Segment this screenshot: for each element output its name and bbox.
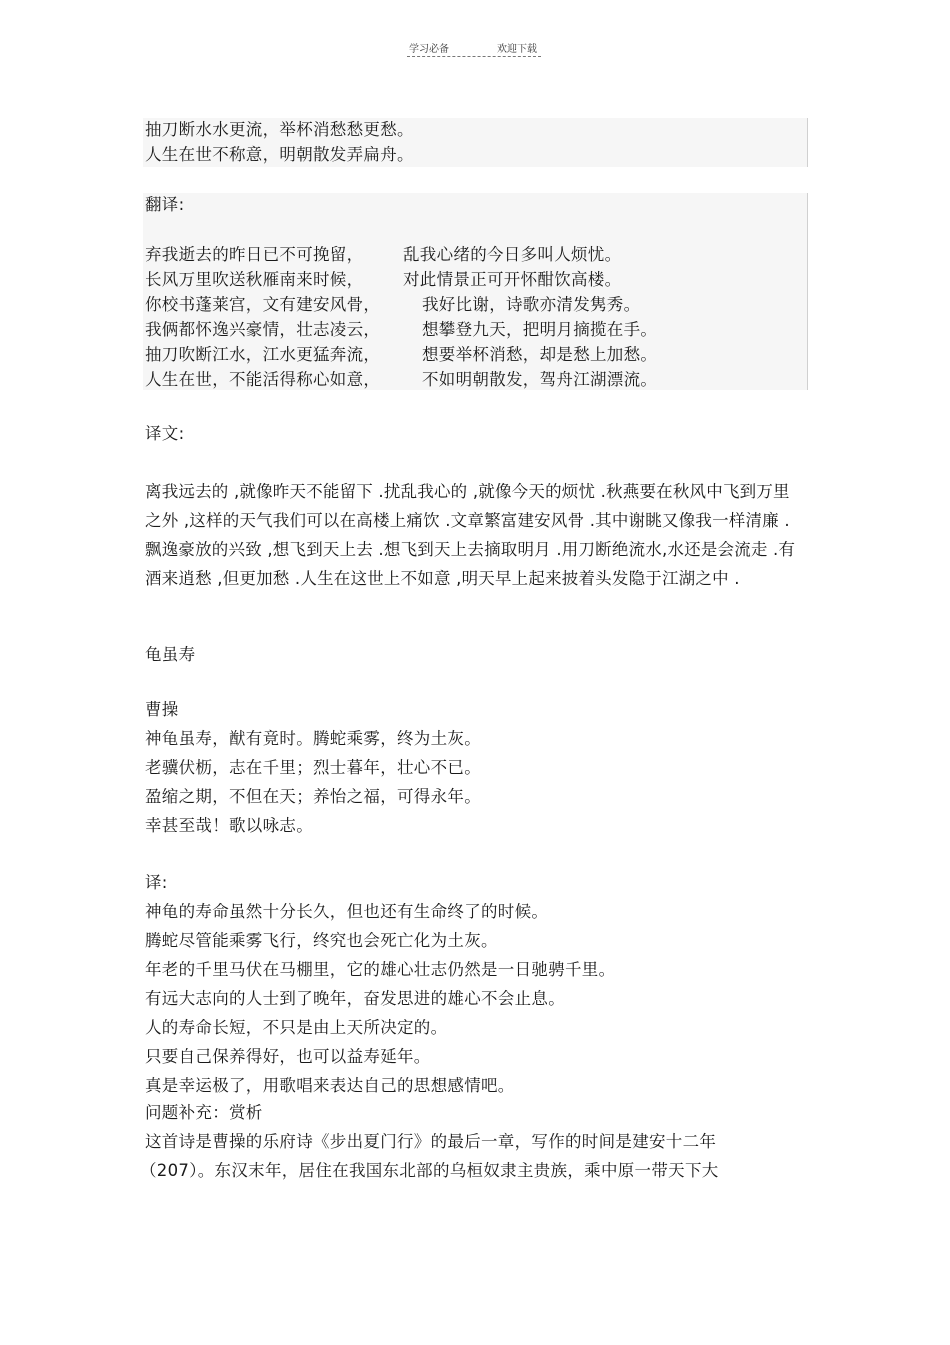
- translation-label: 翻译:: [145, 195, 185, 214]
- poem2-line: 幸甚至哉！歌以咏志。: [145, 816, 313, 835]
- yi-line: 腾蛇尽管能乘雾飞行，终究也会死亡化为土灰。: [145, 931, 498, 950]
- translation-line: 人生在世，不能活得称心如意， 不如明朝散发，驾舟江湖漂流。: [145, 370, 658, 389]
- translation-line: 我俩都怀逸兴豪情，壮志凌云， 想攀登九天，把明月摘揽在手。: [145, 320, 658, 339]
- analysis-line: 这首诗是曹操的乐府诗《步出夏门行》的最后一章，写作的时间是建安十二年: [145, 1132, 717, 1151]
- poem-tail-line: 抽刀断水水更流，举杯消愁愁更愁。: [145, 120, 414, 139]
- translation-line: 抽刀吹断江水，江水更猛奔流， 想要举杯消愁，却是愁上加愁。: [145, 345, 658, 364]
- poem2-author: 曹操: [145, 700, 179, 719]
- page-header: [407, 38, 541, 57]
- analysis-line: （207）。东汉末年，居住在我国东北部的乌桓奴隶主贵族，乘中原一带天下大: [140, 1161, 719, 1180]
- header-right-text: 欢迎下载: [497, 44, 537, 55]
- poem2-line: 神龟虽寿，猷有竟时。腾蛇乘雾，终为土灰。: [145, 729, 481, 748]
- poem2-line: 盈缩之期，不但在天；养怡之福，可得永年。: [145, 787, 481, 806]
- poem2-title: 龟虽寿: [145, 645, 196, 664]
- yi-line: 只要自己保养得好，也可以益寿延年。: [145, 1047, 431, 1066]
- translation-line: 你校书蓬莱宫，文有建安风骨， 我好比谢，诗歌亦清发隽秀。: [145, 295, 641, 314]
- poem-tail-line: 人生在世不称意，明朝散发弄扁舟。: [145, 145, 414, 164]
- yi-line: 神龟的寿命虽然十分长久，但也还有生命终了的时候。: [145, 902, 549, 921]
- yi-line: 人的寿命长短，不只是由上天所决定的。: [145, 1018, 448, 1037]
- yi-label: 译:: [145, 873, 168, 892]
- yi-line: 真是幸运极了，用歌唱来表达自己的思想感情吧。: [145, 1076, 515, 1095]
- yiwen-label: 译文:: [145, 424, 185, 443]
- yiwen-paragraph: 离我远去的 ,就像昨天不能留下 .扰乱我心的 ,就像今天的烦忧 .秋燕要在秋风中飞到万里之外 ,这样的天气我们可以在高楼上痛饮 .文章繁富建安风骨 .其中谢眺又像我一样清廉 .飘逸豪放的兴致 ,想飞到天上去 .想飞到天上去摘取明月 .用刀断绝流水,水还是会流走 .有酒来逍愁 ,但更加愁 .人生在这世上不如意 ,明天早上起来披着头发隐于江湖之中 .: [145, 482, 796, 588]
- poem2-line: 老骥伏枥，志在千里；烈士暮年，壮心不已。: [145, 758, 481, 777]
- translation-line: 长风万里吹送秋雁南来时候， 对此情景正可开怀酣饮高楼。: [145, 270, 622, 289]
- header-left-text: 学习必备: [409, 44, 449, 55]
- question-supplement: 问题补充：赏析: [145, 1103, 263, 1122]
- translation-line: 弃我逝去的昨日已不可挽留， 乱我心绪的今日多叫人烦忧。: [145, 245, 622, 264]
- yi-line: 年老的千里马伏在马棚里，它的雄心壮志仍然是一日驰骋千里。: [145, 960, 616, 979]
- yi-line: 有远大志向的人士到了晚年，奋发思进的雄心不会止息。: [145, 989, 565, 1008]
